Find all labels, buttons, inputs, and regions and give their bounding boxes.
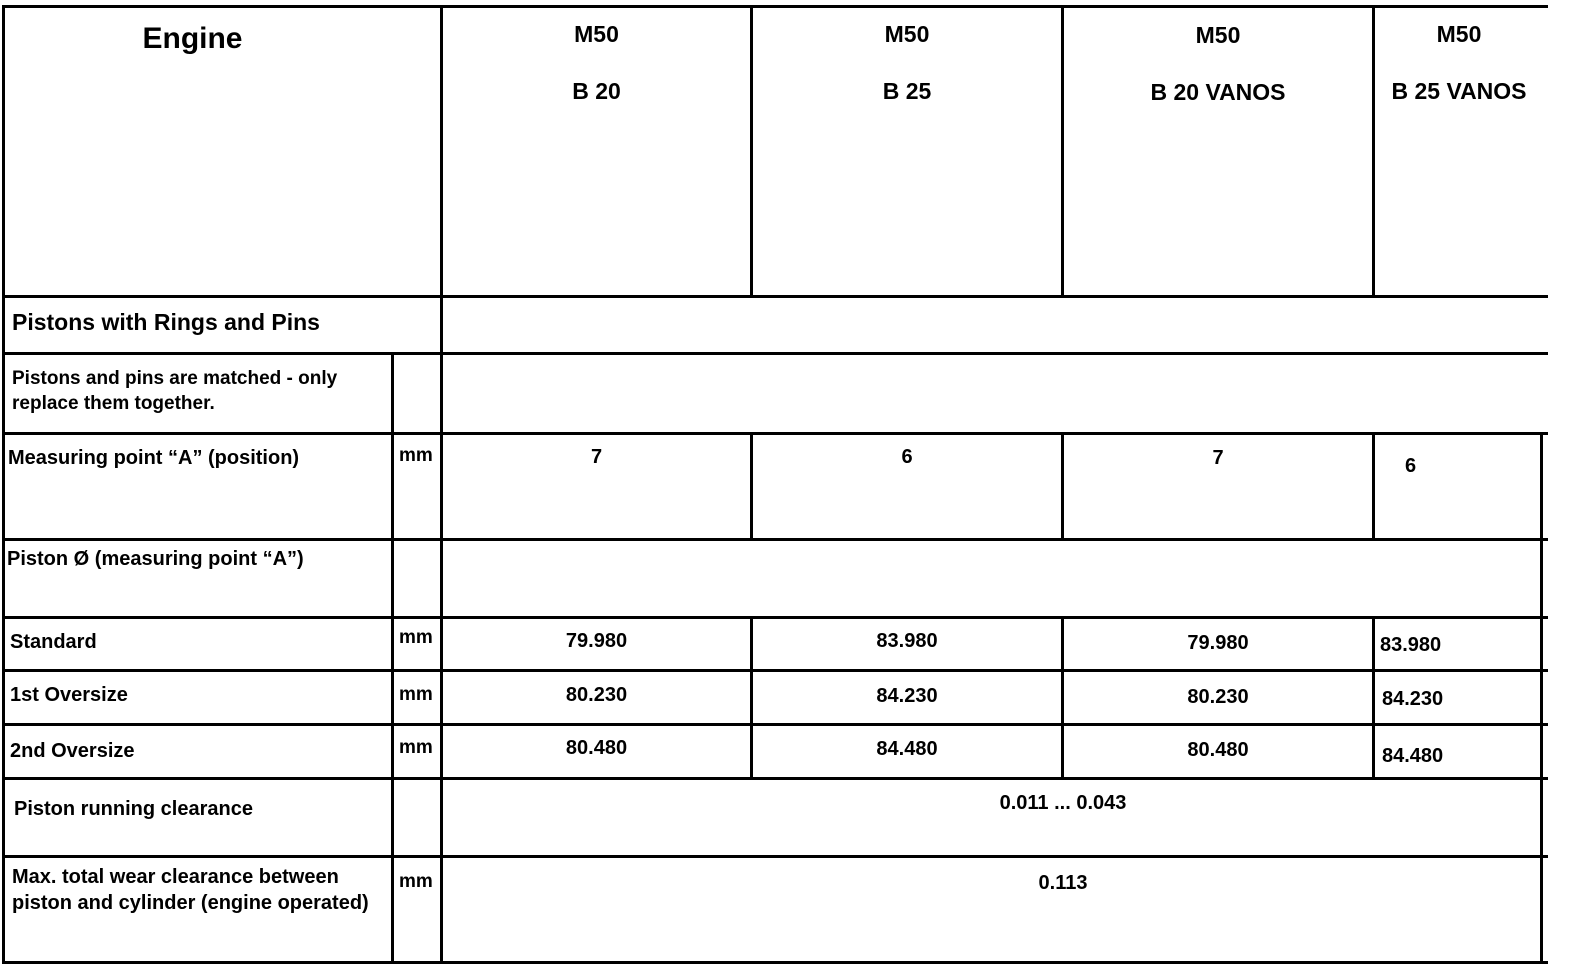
standard-label: Standard <box>10 631 97 653</box>
section-note: Pistons and pins are matched - only replace them together. <box>12 368 338 414</box>
max-wear-value: 0.113 <box>1038 872 1088 894</box>
rule-clearance-bottom <box>2 855 1548 858</box>
oversize2-col4: 84.480 <box>1382 745 1444 767</box>
rule-col1-col2-header <box>750 5 753 298</box>
col2-variant: B 25 <box>882 78 932 104</box>
rule-oversize2-bottom <box>2 777 1548 780</box>
oversize1-col3: 80.230 <box>1187 686 1249 708</box>
rule-unit-data <box>440 5 443 964</box>
running-clearance-label: Piston running clearance <box>14 798 253 820</box>
measuring-point-col1: 7 <box>590 446 603 468</box>
oversize1-col2: 84.230 <box>876 685 938 707</box>
max-wear-label: Max. total wear clearance between piston and cylinder (engine operated) <box>12 866 369 914</box>
col4-model: M50 <box>1436 21 1482 47</box>
max-wear-unit: mm <box>399 871 433 892</box>
rule-oversize1-bottom <box>2 723 1548 726</box>
col1-model: M50 <box>574 21 619 47</box>
rule-col3-col4-sizes <box>1372 616 1375 780</box>
measuring-point-unit: mm <box>399 445 433 466</box>
rule-measuring-bottom <box>2 538 1548 541</box>
running-clearance-value: 0.011 ... 0.043 <box>999 792 1127 814</box>
oversize1-unit: mm <box>399 684 433 705</box>
rule-top <box>2 5 1548 8</box>
col3-variant: B 20 VANOS <box>1150 79 1286 105</box>
standard-col3: 79.980 <box>1187 632 1249 654</box>
engine-heading: Engine <box>142 22 243 55</box>
measuring-point-col4: 6 <box>1405 455 1417 477</box>
rule-diameter-bottom <box>2 616 1548 619</box>
rule-note-bottom <box>2 432 1548 435</box>
rule-col3-col4-header <box>1372 5 1375 298</box>
rule-label-unit <box>391 352 394 964</box>
section-title: Pistons with Rings and Pins <box>12 309 320 335</box>
rule-section-bottom <box>2 352 1548 355</box>
oversize1-col1: 80.230 <box>565 684 628 706</box>
measuring-point-label: Measuring point “A” (position) <box>8 447 300 469</box>
col3-model: M50 <box>1195 22 1241 48</box>
col4-variant: B 25 VANOS <box>1391 78 1527 104</box>
oversize2-label: 2nd Oversize <box>10 740 135 762</box>
oversize2-col2: 84.480 <box>876 738 938 760</box>
rule-bottom <box>2 961 1548 964</box>
rule-left <box>2 5 5 964</box>
oversize1-label: 1st Oversize <box>10 684 128 706</box>
measuring-point-col2: 6 <box>901 446 913 468</box>
oversize2-col3: 80.480 <box>1187 739 1249 761</box>
rule-header-bottom <box>2 295 1548 298</box>
measuring-point-col3: 7 <box>1212 447 1224 469</box>
col1-variant: B 20 <box>572 78 621 104</box>
col2-model: M50 <box>884 21 930 47</box>
oversize2-unit: mm <box>399 737 433 758</box>
rule-standard-bottom <box>2 669 1548 672</box>
standard-unit: mm <box>399 627 433 648</box>
piston-diameter-label: Piston Ø (measuring point “A”) <box>7 548 304 570</box>
standard-col1: 79.980 <box>565 630 628 652</box>
standard-col4: 83.980 <box>1380 634 1442 656</box>
oversize2-col1: 80.480 <box>565 737 628 759</box>
oversize1-col4: 84.230 <box>1382 688 1444 710</box>
rule-col3-col4-measuring <box>1372 432 1375 541</box>
standard-col2: 83.980 <box>876 630 938 652</box>
